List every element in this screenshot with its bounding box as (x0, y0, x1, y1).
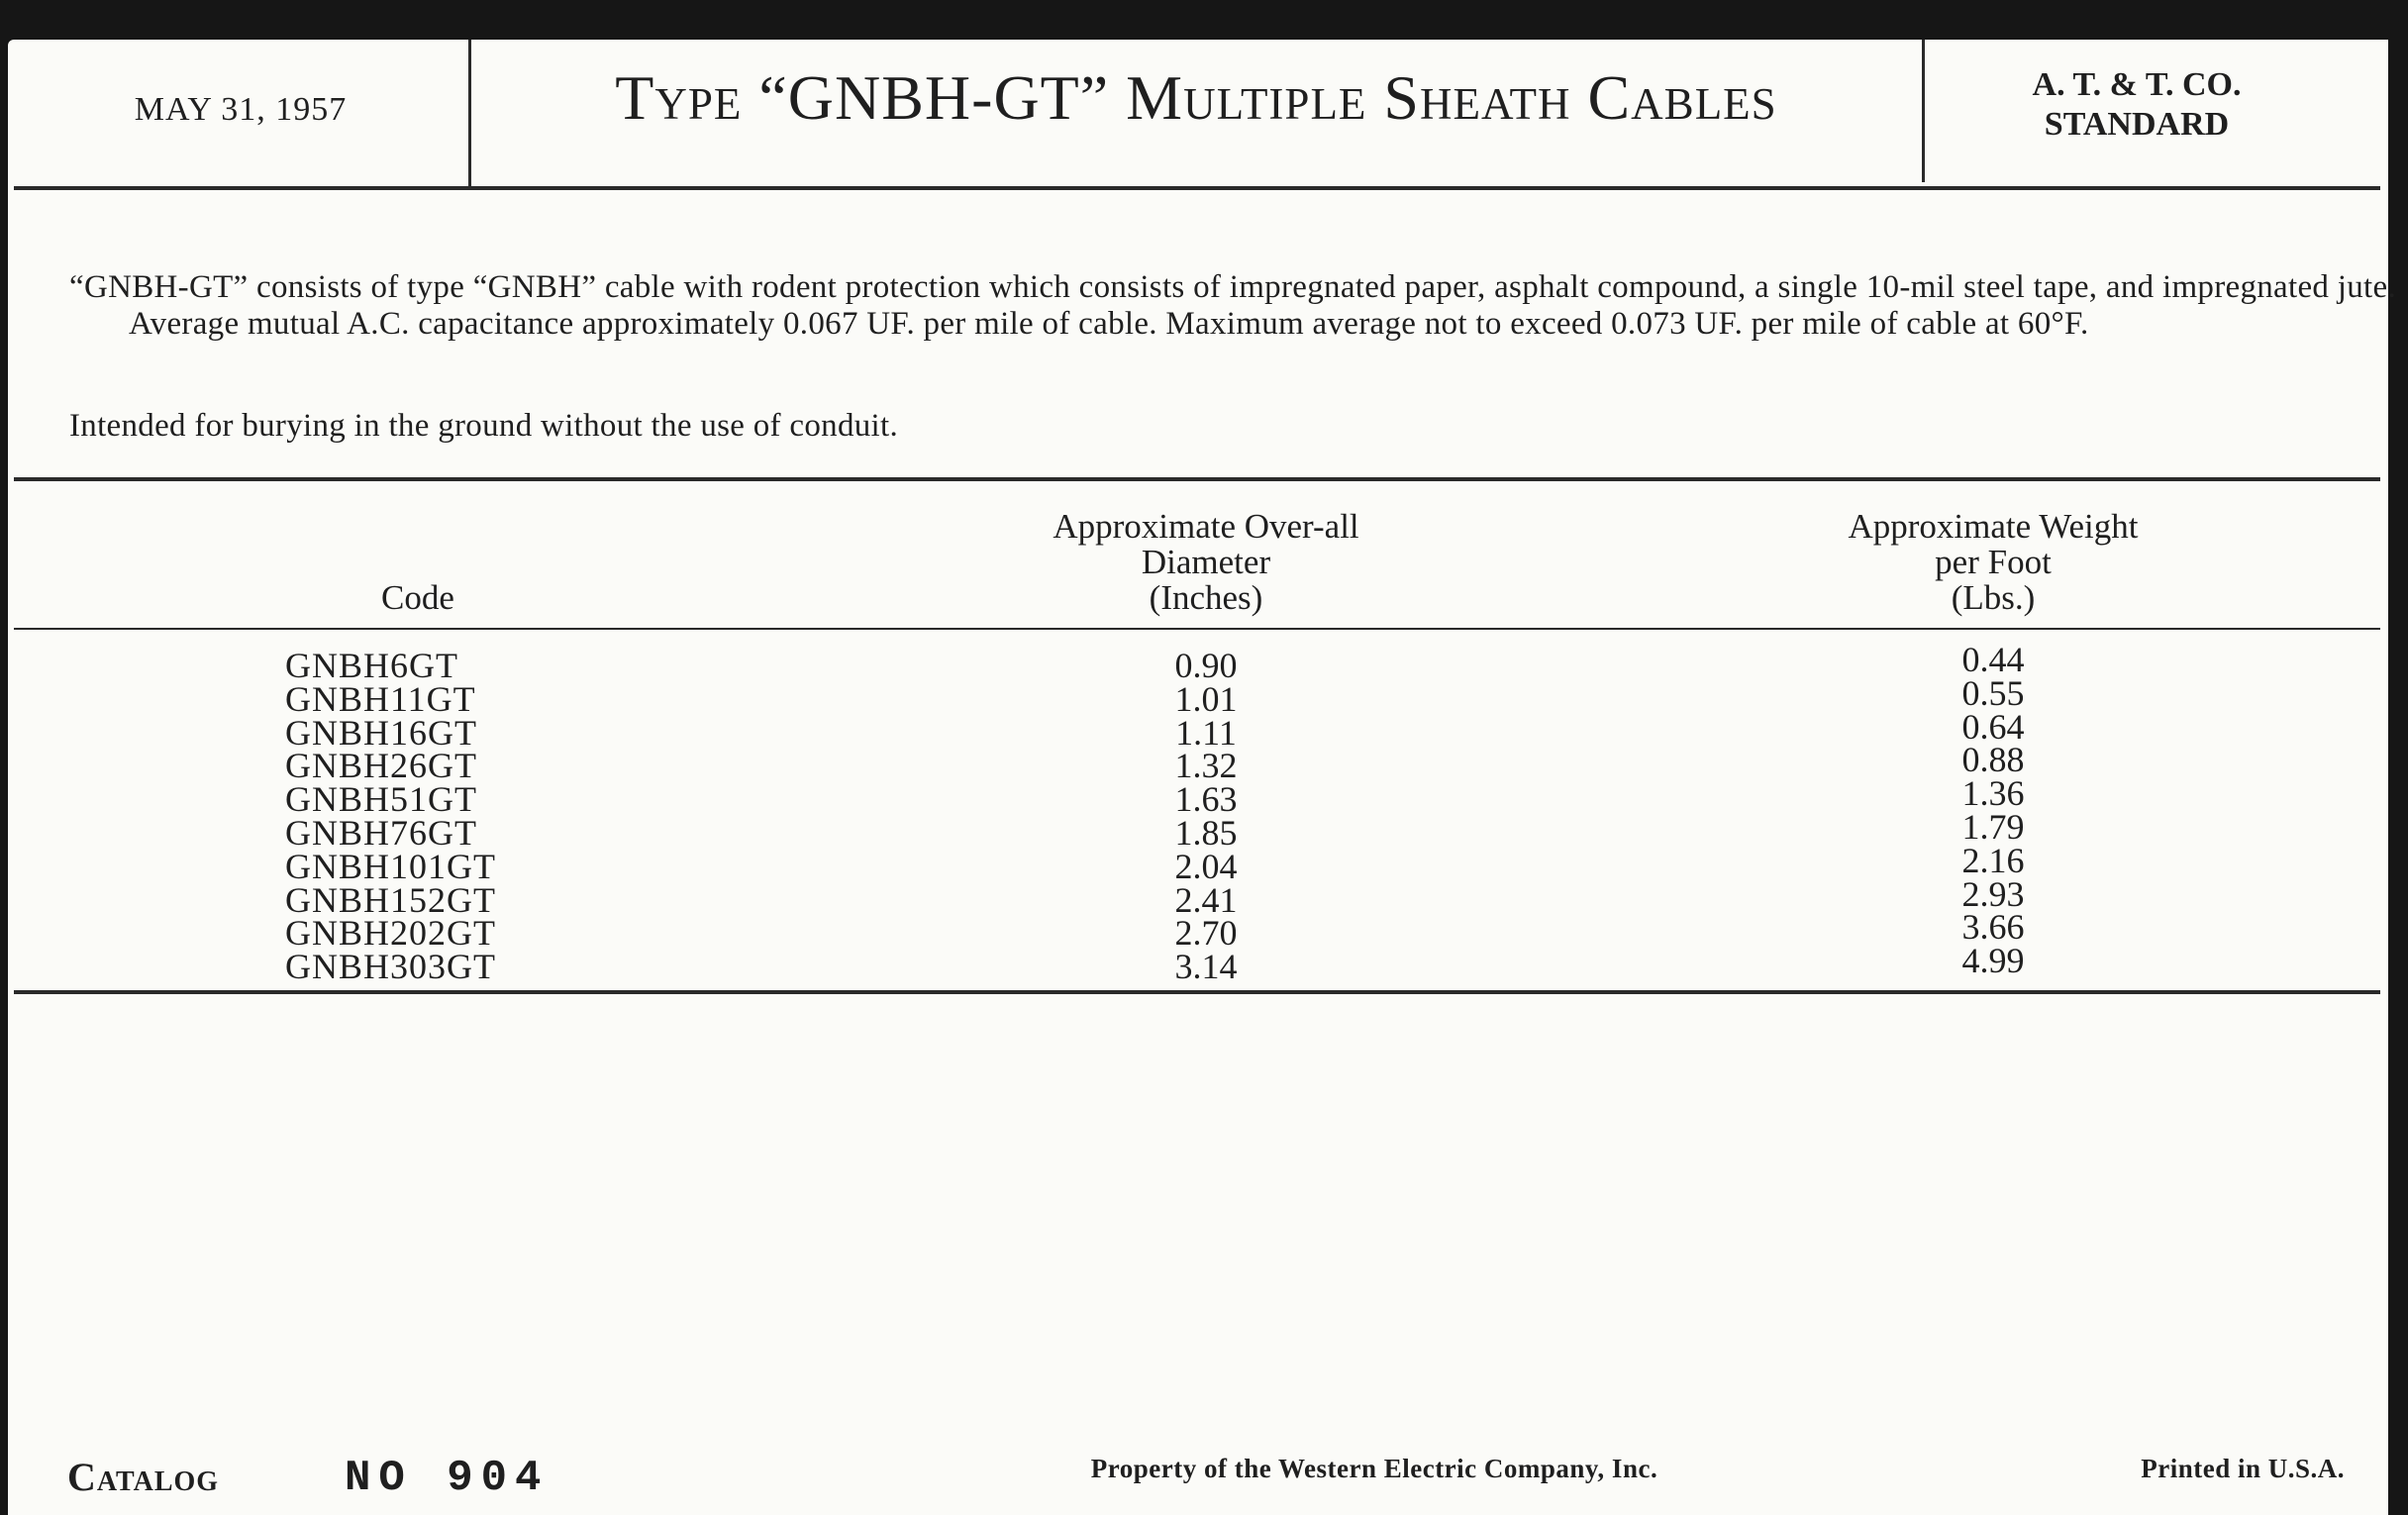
diameter-cell: 0.90 (1174, 646, 1238, 685)
code-column-header: Code (381, 578, 454, 617)
code-column (285, 646, 496, 987)
code-cell: GNBH16GT (285, 712, 477, 753)
diameter-cell: 3.14 (1174, 947, 1238, 987)
property-notice: Property of the Western Electric Company, Inc. (1090, 1454, 1658, 1483)
weight-cell: 0.88 (1961, 740, 2025, 780)
weight-cell: 3.66 (1961, 907, 2025, 948)
diameter-column (1057, 646, 1354, 987)
standard-line-1: A. T. & T. CO. (2032, 66, 2242, 103)
weight-header-line-3: (Lbs.) (1951, 578, 2036, 617)
weight-header-line-1: Approximate Weight (1848, 507, 2139, 546)
weight-header-line-2: per Foot (1935, 543, 2052, 581)
catalog-number: NO 904 (345, 1454, 550, 1503)
header-underline (14, 628, 2380, 630)
weight-cell: 0.64 (1961, 706, 2025, 747)
diameter-column-header (859, 509, 1553, 616)
weight-cell: 1.36 (1961, 773, 2025, 814)
code-cell: GNBH11GT (285, 678, 476, 719)
weight-cell: 2.93 (1961, 873, 2025, 914)
table-bottom-rule (14, 990, 2380, 994)
date-label: MAY 31, 1957 (134, 91, 348, 128)
catalog-card (8, 40, 2396, 1515)
weight-cell: 0.44 (1961, 640, 2025, 679)
diameter-cell: 2.41 (1174, 879, 1238, 920)
weight-cell: 1.79 (1961, 806, 2025, 847)
usage-note: Intended for burying in the ground without the use of conduit. (69, 408, 899, 444)
weight-cell: 0.55 (1961, 672, 2025, 713)
diameter-cell: 1.11 (1175, 712, 1237, 753)
code-cell: GNBH303GT (285, 947, 496, 987)
printed-notice: Printed in U.S.A. (2141, 1454, 2345, 1483)
header-rule (14, 186, 2380, 190)
diameter-header-line-2: Diameter (1141, 543, 1271, 581)
diameter-cell: 1.32 (1174, 746, 1238, 786)
standard-label (1929, 65, 2345, 145)
code-cell: GNBH51GT (285, 779, 477, 820)
weight-column (1845, 640, 2142, 981)
standard-line-2: STANDARD (2044, 106, 2230, 143)
diameter-cell: 2.70 (1174, 913, 1238, 954)
code-cell: GNBH101GT (285, 846, 496, 886)
catalog-label: Catalog (67, 1455, 220, 1499)
description-paragraph: “GNBH-GT” consists of type “GNBH” cable with rodent protection which consists of impregnated paper, asphalt compound, a single 10-mil steel tape, and impregnated jute. Average mutual A.C. capacitance approximately 0.067 UF. per mile of cable. Maximum average not to exceed 0.073 UF. per mile of cable at 60°F. (69, 269, 2396, 342)
diameter-cell: 1.01 (1174, 678, 1238, 719)
code-cell: GNBH202GT (285, 913, 496, 954)
code-cell: GNBH76GT (285, 812, 477, 853)
code-cell: GNBH152GT (285, 879, 496, 920)
diameter-header-line-1: Approximate Over-all (1053, 507, 1359, 546)
weight-cell: 2.16 (1961, 840, 2025, 880)
diameter-cell: 1.85 (1174, 812, 1238, 853)
diameter-cell: 1.63 (1174, 779, 1238, 820)
code-cell: GNBH6GT (285, 646, 458, 685)
weight-cell: 4.99 (1961, 941, 2025, 981)
weight-column-header (1647, 509, 2340, 616)
table-top-rule (14, 477, 2380, 481)
page-title: Type “GNBH-GT” Multiple Sheath Cables (615, 62, 1777, 133)
header-divider-right (1922, 40, 1925, 182)
header-divider-left (468, 40, 471, 188)
code-cell: GNBH26GT (285, 746, 477, 786)
diameter-header-line-3: (Inches) (1149, 578, 1263, 617)
diameter-cell: 2.04 (1174, 846, 1238, 886)
